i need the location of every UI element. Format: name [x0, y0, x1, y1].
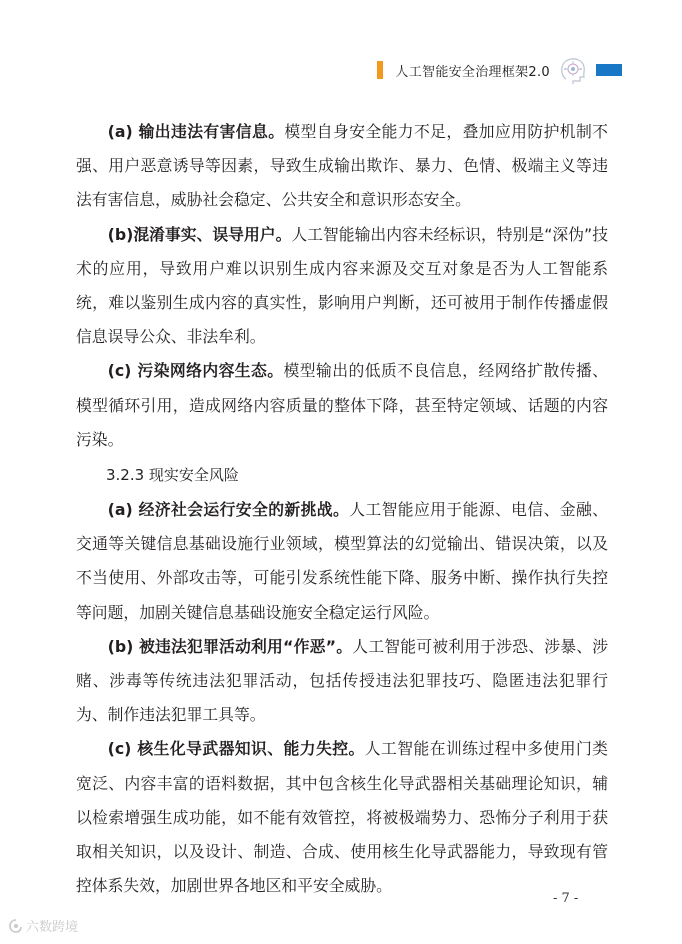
- watermark-text: 六数跨境: [26, 920, 79, 935]
- paragraph-lead: (c) 核生化导武器知识、能力失控。: [107, 739, 365, 759]
- paragraph-weapons-knowledge: [76, 732, 608, 903]
- ai-head-icon: [556, 53, 590, 87]
- paragraph-text: 人工智能应用于能源、电信、金融、交通等关键信息基础设施行业领域，模型算法的幻觉输出、错误决策，以及不当使用、外部攻击等，可能引发系统性能下降、服务中断、操作执行失控等问题，加剧关键信息基础设施安全稳定运行风险。: [76, 500, 608, 622]
- paragraph-text: 人工智能输出内容未经标识，特别是“深伪”技术的应用，导致用户难以识别生成内容来源及交互对象是否为人工智能系统，难以鉴别生成内容的真实性，影响用户判断，还可被用于制作传播虚假信息误导公众、非法牟利。: [76, 224, 608, 347]
- paragraph-economic-challenge: [76, 493, 608, 630]
- section-heading: 3.2.3 现实安全风险: [106, 466, 239, 485]
- page-number: - 7 -: [553, 891, 579, 906]
- paragraph-lead: (c) 污染网络内容生态。: [107, 361, 284, 381]
- header-accent-mark: [377, 61, 383, 79]
- paragraph-lead: (a) 输出违法有害信息。: [107, 122, 285, 141]
- paragraph-text: 人工智能可被利用于涉恐、涉暴、涉赌、涉毒等传统违法犯罪活动，包括传授违法犯罪技巧、隐匿违法犯罪行为、制作违法犯罪工具等。: [76, 636, 608, 725]
- paragraph-text: 模型输出的低质不良信息，经网络扩散传播、模型循环引用，造成网络内容质量的整体下降，甚至特定领域、话题的内容污染。: [76, 361, 608, 449]
- page-body: [76, 115, 608, 903]
- header-title: 人工智能安全治理框架2.0: [395, 64, 550, 80]
- paragraph-lead: (a) 经济社会运行安全的新挑战。: [107, 500, 350, 520]
- paragraph-text: 人工智能在训练过程中多使用门类宽泛、内容丰富的语料数据，其中包含核生化导武器相关基础理论知识，辅以检索增强生成功能，如不能有效管控，将被极端势力、恐怖分子利用于获取相关知识，以及设计、制造、合成、使用核生化导武器能力，导致现有管控体系失效，加剧世界各地区和平安全威胁。: [76, 739, 608, 896]
- page-header: [377, 58, 622, 82]
- watermark-logo-icon: [8, 918, 24, 934]
- paragraph-lead: (b)混淆事实、误导用户。: [107, 224, 292, 244]
- paragraph-text: 模型自身安全能力不足，叠加应用防护机制不强、用户恶意诱导等因素，导致生成输出欺诈、暴力、色情、极端主义等违法有害信息，威胁社会稳定、公共安全和意识形态安全。: [76, 122, 608, 210]
- paragraph-misleading-users: [76, 218, 608, 355]
- header-accent-bar: [596, 64, 622, 76]
- watermark: [8, 916, 78, 935]
- paragraph-content-pollution: [76, 354, 608, 457]
- paragraph-lead: (b) 被违法犯罪活动利用“作恶”。: [107, 636, 353, 656]
- paragraph-criminal-use: [76, 630, 608, 733]
- paragraph-output-illegal-info: [76, 115, 608, 218]
